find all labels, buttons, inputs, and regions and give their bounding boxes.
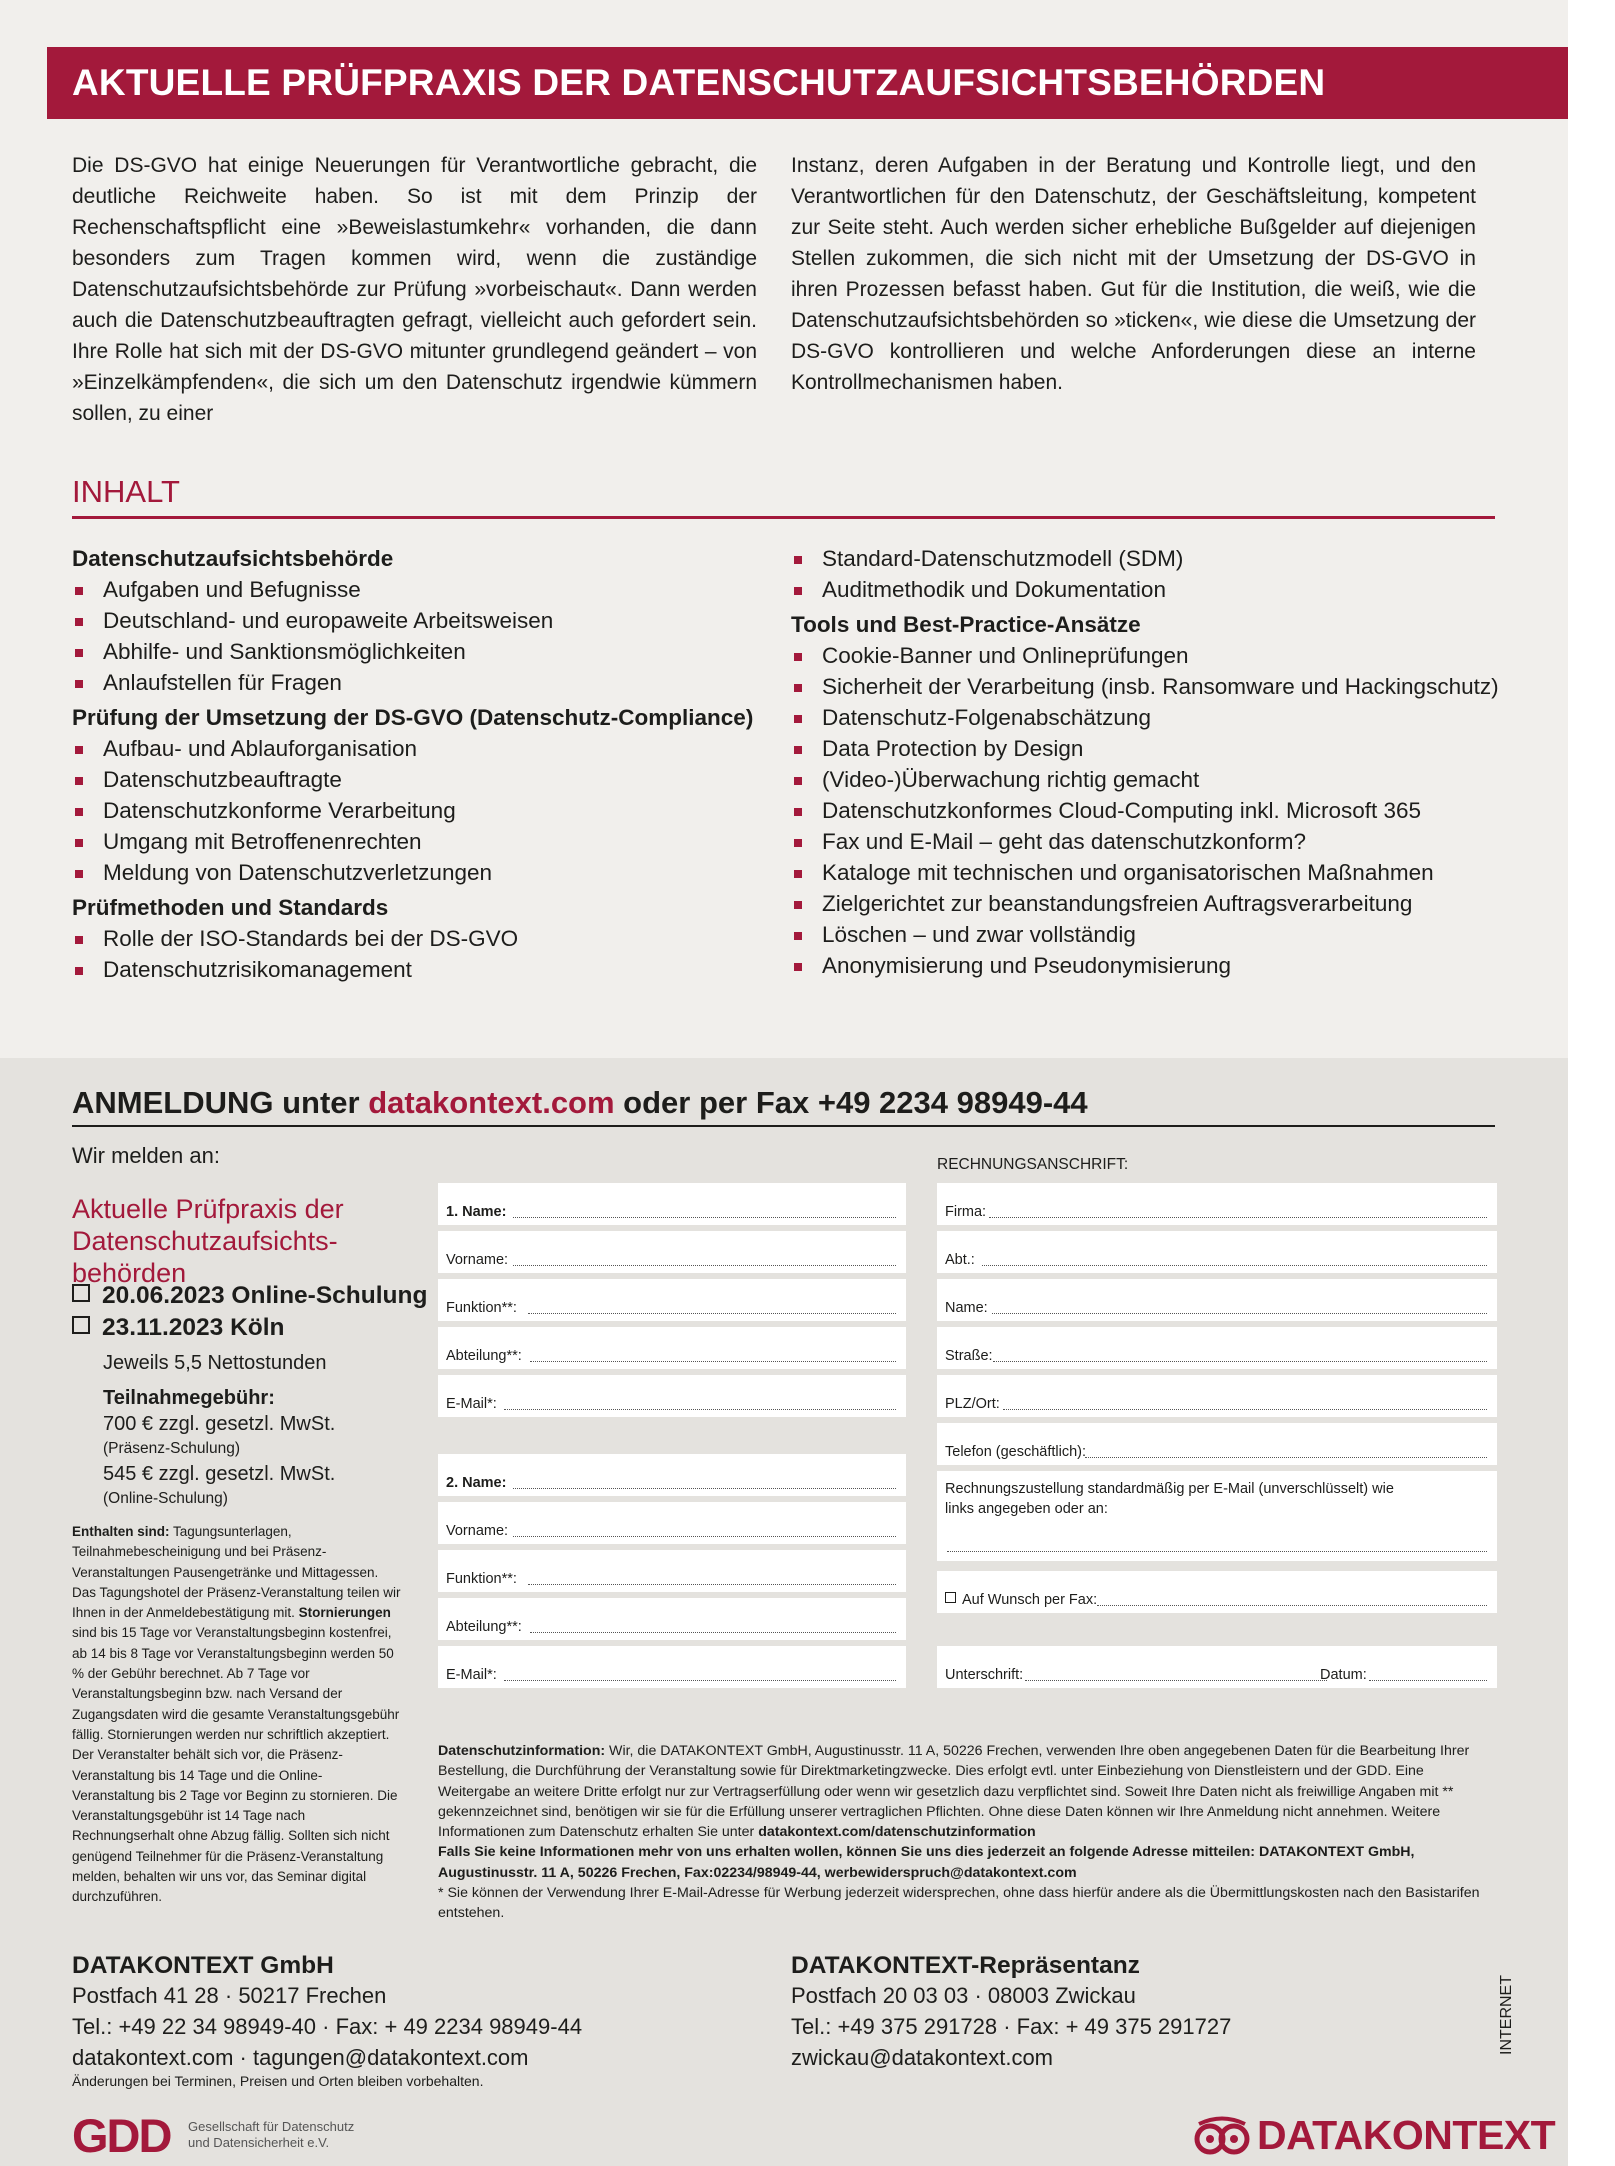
billing-fax-label: Auf Wunsch per Fax: <box>945 1592 1097 1608</box>
field-dots <box>992 1313 1487 1314</box>
date-option-online[interactable] <box>72 1282 427 1310</box>
inhalt-group-heading: Prüfmethoden und Standards <box>72 895 389 920</box>
datakontext-wordmark: DATAKONTEXT <box>1257 2112 1556 2158</box>
inhalt-list-item: Cookie-Banner und Onlineprüfungen <box>791 640 1511 671</box>
intro-left-column <box>72 150 757 429</box>
p2-name-field[interactable] <box>438 1454 906 1496</box>
billing-title: RECHNUNGSANSCHRIFT: <box>937 1156 1129 1173</box>
footer-left-line2: Tel.: +49 22 34 98949-40 · Fax: + 49 2234 98949-44 <box>72 2014 583 2039</box>
inhalt-list-item: Datenschutz-Folgenabschätzung <box>791 702 1511 733</box>
billing-abt-field[interactable] <box>937 1231 1497 1273</box>
inhalt-right-column <box>791 543 1511 981</box>
inhalt-list-item: Datenschutzrisikomanagement <box>72 954 792 985</box>
inhalt-list-item: Datenschutzbeauftragte <box>72 764 792 795</box>
intro-left-text: Die DS-GVO hat einige Neuerungen für Verantwortliche gebracht, die deutliche Reichweite haben. So ist mit dem Prinzip der Rechenschaftspflicht eine »Beweislastumkehr« vorhanden, die dann besonders zum Tragen kommen wird, wenn die zuständige Datenschutzaufsichtsbehörde zur Prüfung »vorbeischaut«. Dann werden auch die Datenschutzbeauftragten gefragt, vielleicht auch gefordert sein. Ihre Rolle hat sich mit der DS-GVO mitunter grundlegend geändert – von »Einzelkämpfenden«, die sich um den Datenschutz irgendwie kümmern sollen, zu einer <box>72 154 757 425</box>
billing-signature-field[interactable] <box>937 1646 1497 1688</box>
field-dots <box>513 1265 896 1266</box>
gdd-logo-text <box>188 2119 354 2151</box>
disclaimer: Änderungen bei Terminen, Preisen und Orten bleiben vorbehalten. <box>72 2073 484 2089</box>
fee-presence: 700 € zzgl. gesetzl. MwSt. <box>103 1413 336 1435</box>
field-dots <box>1085 1457 1487 1458</box>
hours-text: Jeweils 5,5 Nettostunden <box>103 1352 327 1374</box>
inhalt-list-item: Data Protection by Design <box>791 733 1511 764</box>
footer-right-company: DATAKONTEXT-Repräsentanz <box>791 1952 1140 1979</box>
inhalt-list-item: Kataloge mit technischen und organisatorischen Maßnahmen <box>791 857 1511 888</box>
footer-right-address <box>791 1952 1231 2073</box>
field-dots <box>1003 1409 1487 1410</box>
page-title: AKTUELLE PRÜFPRAXIS DER DATENSCHUTZAUFSICHTSBEHÖRDEN <box>72 62 1326 103</box>
field-dots <box>504 1680 896 1681</box>
inhalt-list-item: Zielgerichtet zur beanstandungsfreien Auftragsverarbeitung <box>791 888 1511 919</box>
included-text: Tagungsunterlagen, Teilnahmebescheinigung und bei Präsenz-Veranstaltungen Pausengetränke und Mittagessen. <box>72 1524 379 1580</box>
p1-name-label: 1. Name: <box>446 1204 507 1220</box>
billing-abt-label: Abt.: <box>945 1252 975 1268</box>
checkbox-koeln[interactable] <box>72 1316 90 1334</box>
inhalt-group-heading: Prüfung der Umsetzung der DS-GVO (Datenschutz-Compliance) <box>72 705 754 730</box>
field-dots <box>528 1584 896 1585</box>
inhalt-list-item: Datenschutzkonformes Cloud-Computing inkl. Microsoft 365 <box>791 795 1511 826</box>
field-dots <box>1097 1605 1487 1606</box>
p1-email-label: E-Mail*: <box>446 1396 497 1412</box>
footer-right-line1: Postfach 20 03 03 · 08003 Zwickau <box>791 1983 1136 2008</box>
inhalt-group-heading: Datenschutzaufsichtsbehörde <box>72 546 394 571</box>
billing-firma-field[interactable] <box>937 1183 1497 1225</box>
field-dots <box>530 1361 896 1362</box>
field-dots <box>989 1217 1487 1218</box>
owl-icon <box>1193 2115 1251 2157</box>
p2-vorname-label: Vorname: <box>446 1523 509 1539</box>
p1-funktion-field[interactable] <box>438 1279 906 1321</box>
p1-email-field[interactable] <box>438 1375 906 1417</box>
privacy-label: Datenschutzinformation: <box>438 1743 606 1759</box>
terms-text <box>72 1522 402 1908</box>
billing-invoice-field[interactable] <box>937 1471 1497 1561</box>
inhalt-list-item: Abhilfe- und Sanktionsmöglichkeiten <box>72 636 792 667</box>
p2-funktion-label: Funktion**: <box>446 1571 517 1587</box>
billing-strasse-label: Straße: <box>945 1348 993 1364</box>
field-dots <box>993 1361 1487 1362</box>
inhalt-list-item: Aufbau- und Ablauforganisation <box>72 733 792 764</box>
fee-label: Teilnahmegebühr: <box>103 1387 275 1409</box>
fee-online-note: (Online-Schulung) <box>103 1490 228 1507</box>
p2-email-field[interactable] <box>438 1646 906 1688</box>
field-dots <box>530 1632 896 1633</box>
inhalt-list-item: Umgang mit Betroffenenrechten <box>72 826 792 857</box>
field-dots <box>513 1217 896 1218</box>
field-dots <box>947 1551 1487 1552</box>
billing-signature-label: Unterschrift: <box>945 1667 1024 1683</box>
gdd-text-1: Gesellschaft für Datenschutz <box>188 2119 355 2134</box>
p2-funktion-field[interactable] <box>438 1550 906 1592</box>
inhalt-list-item: Löschen – und zwar vollständig <box>791 919 1511 950</box>
checkbox-online[interactable] <box>72 1284 90 1302</box>
billing-name-label: Name: <box>945 1300 988 1316</box>
field-dots <box>1369 1680 1487 1681</box>
inhalt-group-heading: Tools und Best-Practice-Ansätze <box>791 612 1141 637</box>
inhalt-list-item: Deutschland- und europaweite Arbeitsweisen <box>72 605 792 636</box>
inhalt-list-item: Anonymisierung und Pseudonymisierung <box>791 950 1511 981</box>
privacy-text: Wir, die DATAKONTEXT GmbH, Augustinusstr. 11 A, 50226 Frechen, verwenden Ihre oben angegebenen Daten für die Bearbeitung Ihrer Bestellung, die Durchführung der Veranstaltung sowie für Direktmarketingzwecke. Dies erfolgt evtl. unter Einbeziehung von Dienstleistern und der GDD. Eine Weitergabe an weitere Dritte erfolgt nur zur Vertragserfüllung oder wenn wir gesetzlich dazu verpflichtet sind. Soweit Ihre Daten nicht als freiwillige Angaben mit ** gekennzeichnet sind, benötigen wir sie für die Erfüllung unserer vertraglichen Pflichten. Ohne diese Daten können wir Ihre Anmeldung nicht annehmen. Weitere Informationen zum Datenschutz erhalten Sie unter <box>438 1743 1470 1841</box>
p2-email-label: E-Mail*: <box>446 1667 497 1683</box>
field-dots <box>513 1536 896 1537</box>
field-dots <box>513 1488 896 1489</box>
billing-datum-label: Datum: <box>1320 1667 1367 1683</box>
billing-firma-label: Firma: <box>945 1204 987 1220</box>
footer-left-line1: Postfach 41 28 · 50217 Frechen <box>72 1983 387 2008</box>
inhalt-list-item: (Video-)Überwachung richtig gemacht <box>791 764 1511 795</box>
hotel-text: Das Tagungshotel der Präsenz-Veranstaltung teilen wir Ihnen in der Anmeldebestätigung mit. <box>72 1584 401 1621</box>
field-dots <box>504 1409 896 1410</box>
billing-fax-field[interactable] <box>937 1571 1497 1613</box>
fee-online: 545 € zzgl. gesetzl. MwSt. <box>103 1463 336 1485</box>
p1-abteilung-label: Abteilung**: <box>446 1348 522 1364</box>
registration-link[interactable]: datakontext.com <box>368 1085 615 1120</box>
inhalt-heading: INHALT <box>72 474 180 509</box>
event-title: Aktuelle Prüfpraxis der Datenschutzaufsichtsbehörden <box>72 1194 344 1288</box>
privacy-optout: Falls Sie keine Informationen mehr von uns erhalten wollen, können Sie uns dies jederzeit an folgende Adresse mitteilen: DATAKONTEXT GmbH, Augustinusstr. 11 A, 50226 Frechen, Fax:02234/98949-44, werbewiderspruch@datakontext.com <box>438 1844 1415 1881</box>
inhalt-list-item: Fax und E-Mail – geht das datenschutzkonform? <box>791 826 1511 857</box>
p2-name-label: 2. Name: <box>446 1475 507 1491</box>
inhalt-list-item: Datenschutzkonforme Verarbeitung <box>72 795 792 826</box>
field-dots <box>982 1265 1487 1266</box>
billing-strasse-field[interactable] <box>937 1327 1497 1369</box>
inhalt-list-item: Anlaufstellen für Fragen <box>72 667 792 698</box>
storno-label: Stornierungen <box>298 1605 391 1621</box>
billing-name-field[interactable] <box>937 1279 1497 1321</box>
fax-checkbox[interactable] <box>945 1592 956 1603</box>
privacy-note: * Sie können der Verwendung Ihrer E-Mail-Adresse für Werbung jederzeit widersprechen, ohne dass hierfür andere als die Übermittlungskosten nach den Basistarifen entstehen. <box>438 1885 1480 1922</box>
billing-plz-field[interactable] <box>937 1375 1497 1417</box>
footer-left-address <box>72 1952 582 2073</box>
registration-fax: oder per Fax +49 2234 98949-44 <box>614 1085 1088 1120</box>
billing-telefon-label: Telefon (geschäftlich): <box>945 1444 1087 1460</box>
included-label: Enthalten sind: <box>72 1524 170 1539</box>
registration-divider <box>72 1125 1495 1127</box>
storno-text: sind bis 15 Tage vor Veranstaltungsbeginn kostenfrei, ab 14 bis 8 Tage vor Veranstaltungsbeginn werden 50 % der Gebühr berechnet. Ab 7 Tage vor Veranstaltungsbeginn bzw. nach Versand der Zugangsdaten wird die gesamte Veranstaltungsgebühr fällig. Stornierungen werden nur schriftlich akzeptiert. Der Veranstalter behält sich vor, die Präsenz-Veranstaltung bis 14 Tage und die Online-Veranstaltung bis 2 Tage vor Beginn zu stornieren. Die Veranstaltungsgebühr ist 14 Tage nach Rechnungserhalt ohne Abzug fällig. Sollten sich nicht genügend Teilnehmer für die Präsenz-Veranstaltung melden, behalten wir uns vor, das Seminar digital durchzuführen. <box>72 1625 400 1905</box>
footer-left-company: DATAKONTEXT GmbH <box>72 1952 334 1979</box>
gdd-logo-mark: GDD <box>72 2109 171 2162</box>
registration-prefix: ANMELDUNG unter <box>72 1085 369 1120</box>
date-option-koeln[interactable] <box>72 1314 285 1342</box>
billing-invoice-note: Rechnungszustellung standardmäßig per E-Mail (unverschlüsselt) wie links angegeben oder an: <box>945 1481 1394 1517</box>
inhalt-list-item: Meldung von Datenschutzverletzungen <box>72 857 792 888</box>
intro-right-text: Instanz, deren Aufgaben in der Beratung und Kontrolle liegt, und den Verantwortlichen für den Datenschutz, der Geschäftsleitung, kompetent zur Seite steht. Auch werden sicher erhebliche Bußgelder auf diejenigen Stellen zukommen, die sich nicht mit der Umsetzung der DS-GVO in ihren Prozessen befasst haben. Gut für die Institution, die weiß, wie die Datenschutzaufsichtsbehörden so »ticken«, wie diese die Umsetzung der DS-GVO kontrollieren und welche Anforderungen diese an interne Kontrollmechanismen haben. <box>791 154 1476 394</box>
gdd-text-2: und Datensicherheit e.V. <box>188 2135 330 2150</box>
footer-right-line2: Tel.: +49 375 291728 · Fax: + 49 375 291727 <box>791 2014 1232 2039</box>
inhalt-list-item: Rolle der ISO-Standards bei der DS-GVO <box>72 923 792 954</box>
p1-abteilung-field[interactable] <box>438 1327 906 1369</box>
datakontext-logo <box>1193 2112 1555 2159</box>
inhalt-divider <box>72 516 1495 519</box>
p1-vorname-field[interactable] <box>438 1231 906 1273</box>
p2-abteilung-field[interactable] <box>438 1598 906 1640</box>
we-register-label: Wir melden an: <box>72 1143 220 1168</box>
p1-vorname-label: Vorname: <box>446 1252 509 1268</box>
footer-left-line3[interactable]: datakontext.com · tagungen@datakontext.com <box>72 2045 529 2070</box>
p2-vorname-field[interactable] <box>438 1502 906 1544</box>
p1-funktion-label: Funktion**: <box>446 1300 517 1316</box>
field-dots <box>1025 1680 1327 1681</box>
footer-right-line3[interactable]: zwickau@datakontext.com <box>791 2045 1054 2070</box>
inhalt-list-item: Standard-Datenschutzmodell (SDM) <box>791 543 1511 574</box>
fee-presence-note: (Präsenz-Schulung) <box>103 1440 240 1457</box>
date-online-label: 20.06.2023 Online-Schulung <box>102 1282 428 1309</box>
inhalt-list-item: Auditmethodik und Dokumentation <box>791 574 1511 605</box>
gdd-logo <box>72 2108 170 2163</box>
inhalt-left-column <box>72 543 792 985</box>
p2-abteilung-label: Abteilung**: <box>446 1619 522 1635</box>
billing-telefon-field[interactable] <box>937 1423 1497 1465</box>
field-dots <box>528 1313 896 1314</box>
registration-heading <box>72 1085 1088 1121</box>
p1-name-field[interactable] <box>438 1183 906 1225</box>
privacy-link[interactable]: datakontext.com/datenschutzinformation <box>758 1824 1036 1841</box>
intro-right-column <box>791 150 1476 398</box>
inhalt-list-item: Sicherheit der Verarbeitung (insb. Ransomware und Hackingschutz) <box>791 671 1511 702</box>
date-koeln-label: 23.11.2023 Köln <box>102 1314 285 1341</box>
side-label: INTERNET <box>1498 1975 1515 2055</box>
billing-plz-label: PLZ/Ort: <box>945 1396 1000 1412</box>
inhalt-list-item: Aufgaben und Befugnisse <box>72 574 792 605</box>
privacy-info <box>438 1741 1498 1924</box>
